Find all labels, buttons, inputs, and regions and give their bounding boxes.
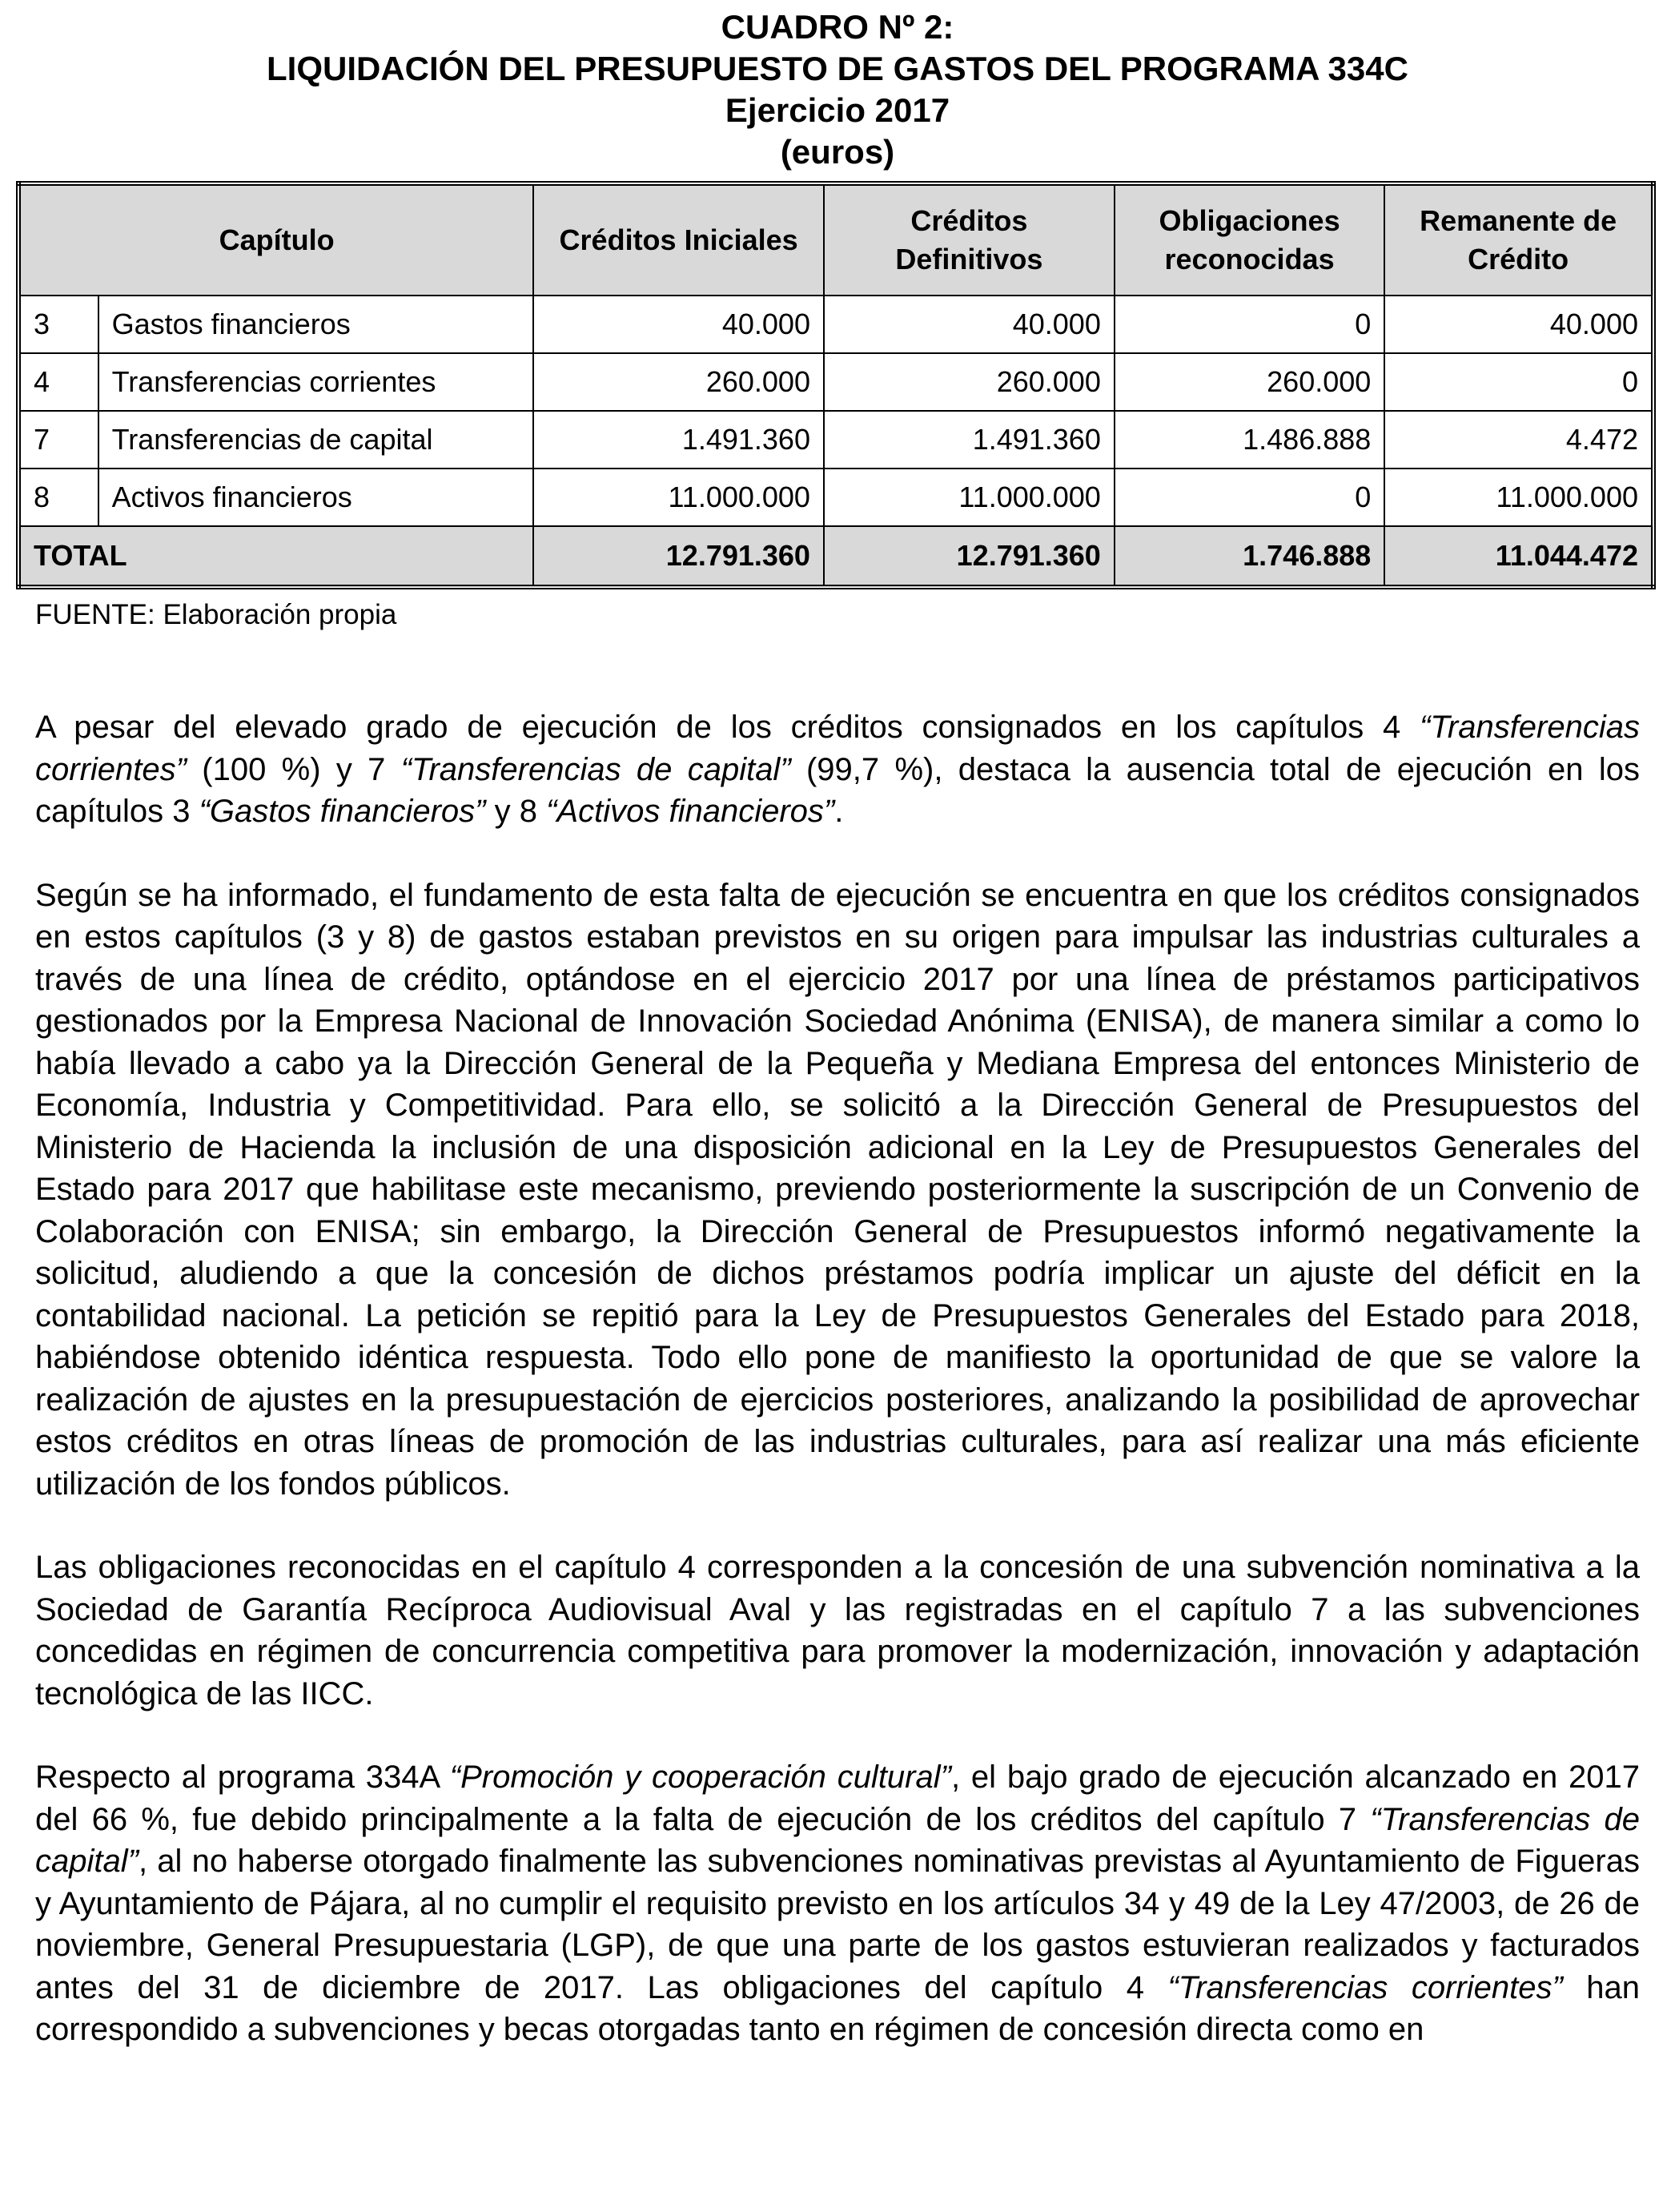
p1-text: y 8 (485, 794, 547, 829)
total-iniciales: 12.791.360 (533, 526, 824, 587)
header-remanente (1384, 183, 1653, 296)
p4-text: Respecto al programa 334A (35, 1760, 450, 1795)
row-name: Activos financieros (98, 469, 534, 526)
table-row (18, 296, 1653, 353)
p1-text: (99,7 %), destaca la ausencia total de ejecución en los capítulos 3 (35, 751, 1640, 829)
p4-text: , al no haberse otorgado finalmente las subvenciones nominativas previstas al Ayuntamiento de Figueras y Ayuntamiento de Pájara, al no cumplir el requisito previsto en los artículos 34 y 49 de la Ley 47/2003, de 26 de noviembre, General Presupuestaria (LGP), de que una parte de los gastos estuvieran realizados y facturados antes del 31 de diciembre de 2017. Las obligaciones del capítulo 4 (35, 1844, 1640, 2005)
total-definitivos: 12.791.360 (824, 526, 1115, 587)
p1-italic: “Transferencias de capital” (400, 751, 791, 787)
row-code: 3 (18, 296, 98, 353)
row-definitivos: 40.000 (824, 296, 1115, 353)
title-line-2: LIQUIDACIÓN DEL PRESUPUESTO DE GASTOS DEL PROGRAMA 334C (267, 50, 1408, 87)
p1-italic: “Activos financieros” (546, 794, 835, 829)
budget-table-wrap (16, 181, 1656, 589)
budget-table (16, 181, 1656, 589)
p4-italic: “Transferencias de capital” (35, 1801, 1640, 1879)
total-label: TOTAL (18, 526, 533, 587)
row-code: 8 (18, 469, 98, 526)
row-code: 4 (18, 353, 98, 411)
title-line-3: Ejercicio 2017 (725, 91, 950, 129)
row-obligaciones: 260.000 (1115, 353, 1384, 411)
table-source-note: FUENTE: Elaboración propia (35, 599, 397, 630)
p4-italic: “Promoción y cooperación cultural” (449, 1760, 951, 1795)
p1-text: (100 %) y 7 (186, 751, 401, 787)
row-name: Transferencias de capital (98, 411, 534, 469)
header-creditos-iniciales: Créditos Iniciales (533, 183, 824, 296)
p1-text: A pesar del elevado grado de ejecución de los créditos consignados en los capítulos 4 (35, 710, 1420, 745)
row-obligaciones: 1.486.888 (1115, 411, 1384, 469)
header-obligaciones (1115, 183, 1384, 296)
row-name: Transferencias corrientes (98, 353, 534, 411)
table-total-row (18, 526, 1653, 587)
header-capitulo: Capítulo (18, 183, 533, 296)
row-iniciales: 260.000 (533, 353, 824, 411)
p4-text: , el bajo grado de ejecución alcanzado en 2017 del 66 %, fue debido principalmente a la falta de ejecución de los créditos del capítulo 7 (35, 1760, 1640, 1837)
header-remanente-text: Remanente de Crédito (1420, 204, 1617, 275)
row-remanente: 40.000 (1384, 296, 1653, 353)
row-name: Gastos financieros (98, 296, 534, 353)
row-obligaciones: 0 (1115, 296, 1384, 353)
p1-text: . (834, 794, 844, 829)
table-title (0, 6, 1675, 173)
row-iniciales: 11.000.000 (533, 469, 824, 526)
p4-italic: “Transferencias corrientes” (1167, 1969, 1563, 2005)
p1-italic: “Gastos financieros” (199, 794, 486, 829)
title-line-4: (euros) (780, 133, 895, 171)
row-iniciales: 40.000 (533, 296, 824, 353)
total-obligaciones: 1.746.888 (1115, 526, 1384, 587)
row-code: 7 (18, 411, 98, 469)
table-header-row (18, 183, 1653, 296)
p1-italic: “Transferencias corrientes” (35, 710, 1640, 787)
paragraph-1 (35, 706, 1640, 833)
header-creditos-definitivos (824, 183, 1115, 296)
row-remanente: 4.472 (1384, 411, 1653, 469)
paragraph-3: Las obligaciones reconocidas en el capítulo 4 corresponden a la concesión de una subvención nominativa a la Sociedad de Garantía Recíproca Audiovisual Aval y las registradas en el capítulo 7 a las subvenciones concedidas en régimen de concurrencia competitiva para promover la modernización, innovación y adaptación tecnológica de las IICC. (35, 1550, 1640, 1711)
table-row (18, 469, 1653, 526)
paragraph-2: Según se ha informado, el fundamento de esta falta de ejecución se encuentra en que los créditos consignados en estos capítulos (3 y 8) de gastos estaban previstos en su origen para impulsar las industrias culturales a través de una línea de crédito, optándose en el ejercicio 2017 por una línea de préstamos participativos gestionados por la Empresa Nacional de Innovación Sociedad Anónima (ENISA), de manera similar a como lo había llevado a cabo ya la Dirección General de la Pequeña y Mediana Empresa del entonces Ministerio de Economía, Industria y Competitividad. Para ello, se solicitó a la Dirección General de Presupuestos del Ministerio de Hacienda la inclusión de una disposición adicional en la Ley de Presupuestos Generales del Estado para 2017 que habilitase este mecanismo, previendo posteriormente la suscripción de un Convenio de Colaboración con ENISA; sin embargo, la Dirección General de Presupuestos informó negativamente la solicitud, aludiendo a que la concesión de dichos préstamos podría implicar un ajuste del déficit en la contabilidad nacional. La petición se repitió para la Ley de Presupuestos Generales del Estado para 2018, habiéndose obtenido idéntica respuesta. Todo ello pone de manifiesto la oportunidad de que se valore la realización de ajustes en la presupuestación de ejercicios posteriores, analizando la posibilidad de aprovechar estos créditos en otras líneas de promoción de las industrias culturales, para así realizar una más eficiente utilización de los fondos públicos. (35, 877, 1640, 1502)
header-creditos-definitivos-text: Créditos Definitivos (895, 204, 1043, 275)
table-row (18, 353, 1653, 411)
body-text (35, 706, 1640, 2093)
row-remanente: 11.000.000 (1384, 469, 1653, 526)
row-definitivos: 260.000 (824, 353, 1115, 411)
row-iniciales: 1.491.360 (533, 411, 824, 469)
p4-text: han correspondido a subvenciones y becas otorgadas tanto en régimen de concesión directa como en (35, 1969, 1640, 2047)
paragraph-4 (35, 1756, 1640, 2051)
row-definitivos: 11.000.000 (824, 469, 1115, 526)
row-obligaciones: 0 (1115, 469, 1384, 526)
row-remanente: 0 (1384, 353, 1653, 411)
header-obligaciones-text: Obligaciones reconocidas (1159, 204, 1340, 275)
row-definitivos: 1.491.360 (824, 411, 1115, 469)
title-line-1: CUADRO Nº 2: (721, 8, 954, 46)
table-row (18, 411, 1653, 469)
total-remanente: 11.044.472 (1384, 526, 1653, 587)
